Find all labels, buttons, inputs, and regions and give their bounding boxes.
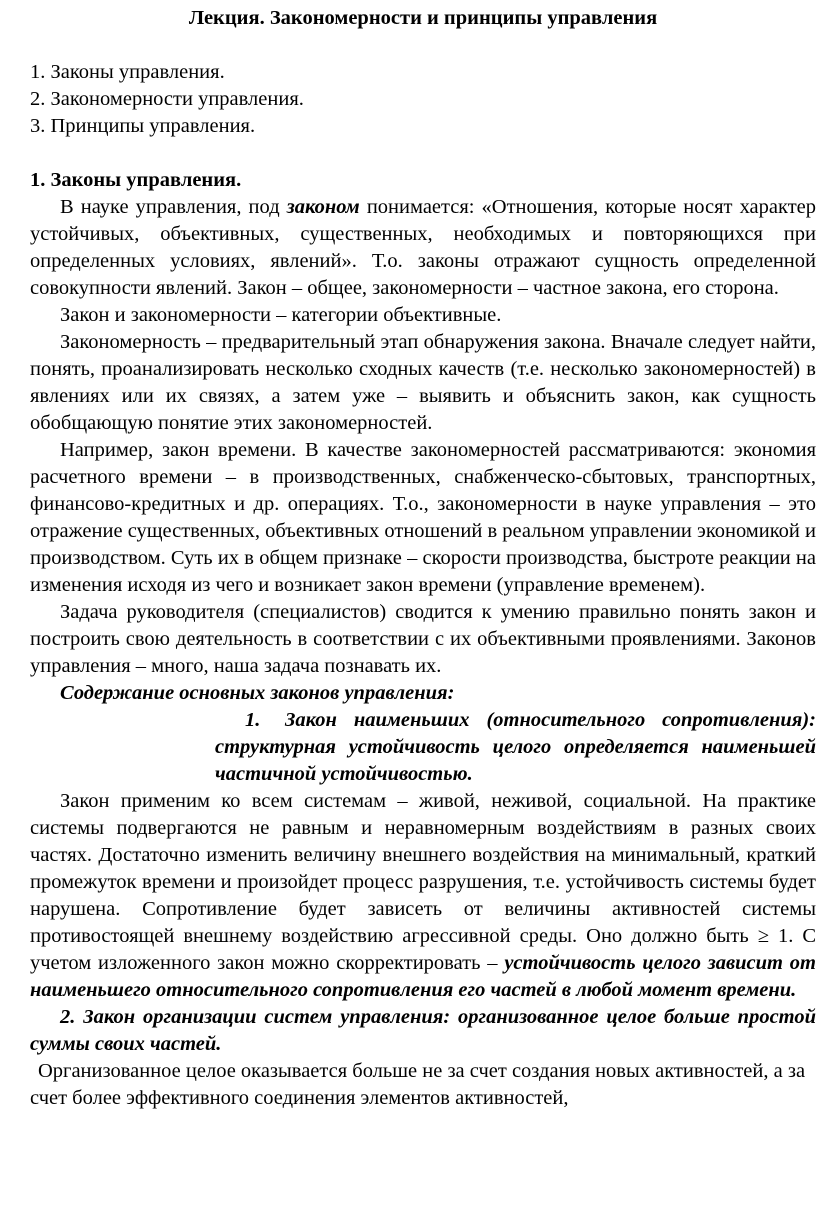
law-item-2: 2. Закон организации систем управления: организованное целое больше простой суммы своих частей.: [30, 1006, 816, 1055]
spacer: [30, 140, 816, 167]
paragraph-organized-whole: Организованное целое оказывается больше не за счет создания новых активностей, а за счет более эффективного соединения элементов активностей,: [30, 1060, 806, 1109]
section-heading: 1. Законы управления.: [30, 169, 242, 191]
law-text: Закон наименьших (относительного сопротивления): структурная устойчивость целого определяется наименьшей частичной устойчивостью.: [215, 709, 816, 785]
toc-item-3: 3. Принципы управления.: [30, 115, 256, 137]
paragraph-law1-explanation: [30, 788, 816, 1004]
paragraph-text: понимается: «Отношения, которые носят характер устойчивых, объективных, существенных, необходимых и повторяющихся при определенных условиях, явлений». Т.о. законы отражают сущность определенной совокупности явлений. Закон – общее, закономерности – частное закона, его сторона.: [30, 196, 816, 299]
emphasis-conclusion: устойчивость целого зависит от наименьшего относительного сопротивления его частей в любой момент времени.: [30, 952, 816, 1001]
paragraph-objective-categories: Закон и закономерности – категории объективные.: [60, 304, 502, 326]
emphasis-term: законом: [286, 196, 360, 218]
document-page: [0, 5, 816, 1206]
content-heading: Содержание основных законов управления:: [60, 682, 455, 704]
paragraph-laws-definition: [30, 194, 816, 302]
paragraph-manager-task: Задача руководителя (специалистов) сводится к умению правильно понять закон и построить свою деятельность в соответствии с их объективными проявлениями. Законов управления – много, наша задача познавать их.: [30, 601, 816, 677]
toc-item-1: 1. Законы управления.: [30, 61, 225, 83]
table-of-contents: [30, 59, 816, 140]
paragraph-text: Закон применим ко всем системам – живой, неживой, социальной. На практике системы подвергаются не равным и неравномерным воздействиям в разных своих частях. Достаточно изменить величину внешнего воздействия на минимальный, краткий промежуток времени и произойдет процесс разрушения, т.е. устойчивость системы будет нарушена. Сопротивление будет зависеть от величины активностей системы противостоящей внешнему воздействию агрессивной среды. Оно должно быть ≥ 1. С учетом изложенного закон можно скорректировать –: [30, 790, 816, 974]
law-item-1: [215, 707, 816, 788]
paragraph-time-law-example: Например, закон времени. В качестве закономерностей рассматриваются: экономия расчетного времени – в производственных, снабженческо-сбытовых, транспортных, финансово-кредитных и др. операциях. Т.о., закономерности в науке управления – это отражение существенных, объективных отношений в реальном управлении экономикой и производством. Суть их в общем признаке – скорости производства, быстроте реакции на изменения исходя из чего и возникает закон времени (управление временем).: [30, 439, 816, 596]
law-number: 1.: [245, 709, 261, 731]
document-content: [30, 5, 816, 1112]
page-title: Лекция. Закономерности и принципы управления: [188, 7, 658, 29]
paragraph-text: В науке управления, под: [60, 196, 287, 218]
toc-item-2: 2. Закономерности управления.: [30, 88, 304, 110]
paragraph-regularity: Закономерность – предварительный этап обнаружения закона. Вначале следует найти, понять, проанализировать несколько сходных качеств (т.е. несколько закономерностей) в явлениях или их связях, а затем уже – выявить и объяснить закон, как сущность обобщающую понятие этих закономерностей.: [30, 331, 816, 434]
spacer: [30, 32, 816, 59]
